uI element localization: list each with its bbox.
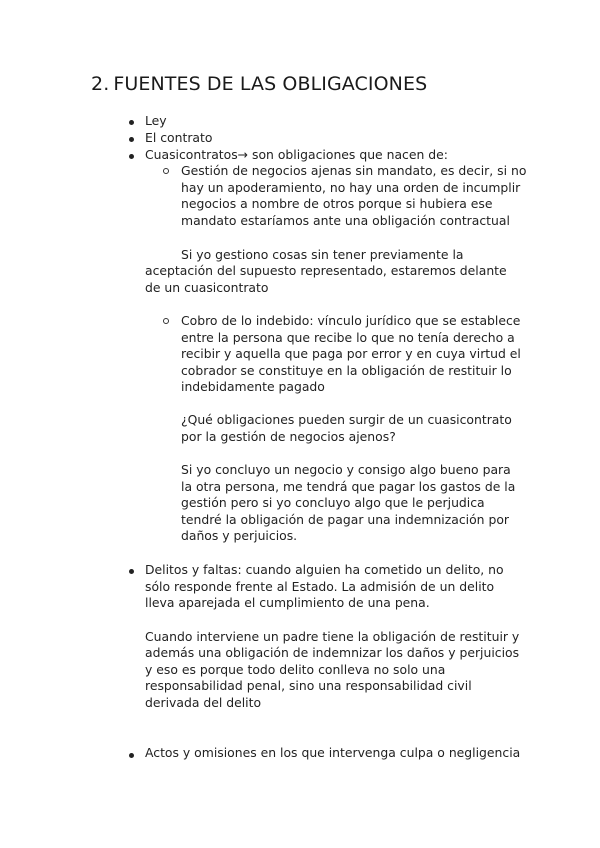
paragraph-line: ¿Qué obligaciones pueden surgir de un cuasicontrato xyxy=(181,412,512,427)
paragraph-line: negocios a nombre de otros porque si hubiera ese xyxy=(181,196,493,211)
paragraph-line: entre la persona que recibe lo que no tenía derecho a xyxy=(181,330,515,345)
bullet-icon xyxy=(129,137,134,142)
paragraph-line: derivada del delito xyxy=(145,695,262,710)
bullet-icon xyxy=(129,569,134,574)
paragraph-line: Cobro de lo indebido: vínculo jurídico que se establece xyxy=(181,313,521,328)
paragraph-line: lleva aparejada el cumplimiento de una pena. xyxy=(145,595,430,610)
list-item-actos: Actos y omisiones en los que intervenga culpa o negligencia xyxy=(145,745,521,760)
paragraph-line: cobrador se constituye en la obligación de restituir lo xyxy=(181,363,512,378)
circle-bullet-icon xyxy=(163,168,169,174)
circle-bullet-icon xyxy=(163,318,169,324)
paragraph-line: indebidamente pagado xyxy=(181,379,325,394)
paragraph-line: además una obligación de indemnizar los daños y perjuicios xyxy=(145,645,520,660)
paragraph-line: Si yo concluyo un negocio y consigo algo bueno para xyxy=(181,462,511,477)
paragraph-line: daños y perjuicios. xyxy=(181,528,298,543)
paragraph-line: hay un apoderamiento, no hay una orden de incumplir xyxy=(181,180,521,195)
paragraph-line: sólo responde frente al Estado. La admisión de un delito xyxy=(145,579,495,594)
paragraph-line: la otra persona, me tendrá que pagar los gastos de la xyxy=(181,479,516,494)
paragraph-line: tendré la obligación de pagar una indemnización por xyxy=(181,512,510,527)
paragraph-line: gestión pero si yo concluyo algo que le perjudica xyxy=(181,495,485,510)
paragraph-line: de un cuasicontrato xyxy=(145,280,269,295)
paragraph-line: Gestión de negocios ajenas sin mandato, es decir, si no xyxy=(181,163,527,178)
list-item-ley: Ley xyxy=(145,113,167,128)
paragraph-line: recibir y aquella que paga por error y en cuya virtud el xyxy=(181,346,521,361)
paragraph-line: Delitos y faltas: cuando alguien ha cometido un delito, no xyxy=(145,562,504,577)
list-item-cuasicontratos: Cuasicontratos→ son obligaciones que nacen de: xyxy=(145,147,448,162)
section-title: FUENTES DE LAS OBLIGACIONES xyxy=(113,73,428,95)
paragraph-line: Si yo gestiono cosas sin tener previamente la xyxy=(181,247,464,262)
bullet-icon xyxy=(129,154,134,159)
list-item-contrato: El contrato xyxy=(145,130,213,145)
section-heading xyxy=(91,73,427,95)
section-number: 2. xyxy=(91,73,110,95)
bullet-icon xyxy=(129,120,134,125)
paragraph-line: Cuando interviene un padre tiene la obligación de restituir y xyxy=(145,629,520,644)
paragraph-line: y eso es porque todo delito conlleva no solo una xyxy=(145,662,446,677)
paragraph-line: mandato estaríamos ante una obligación contractual xyxy=(181,213,510,228)
paragraph-line: por la gestión de negocios ajenos? xyxy=(181,429,396,444)
paragraph-line: responsabilidad penal, sino una responsabilidad civil xyxy=(145,678,472,693)
paragraph-line: aceptación del supuesto representado, estaremos delante xyxy=(145,263,507,278)
bullet-icon xyxy=(129,753,134,758)
